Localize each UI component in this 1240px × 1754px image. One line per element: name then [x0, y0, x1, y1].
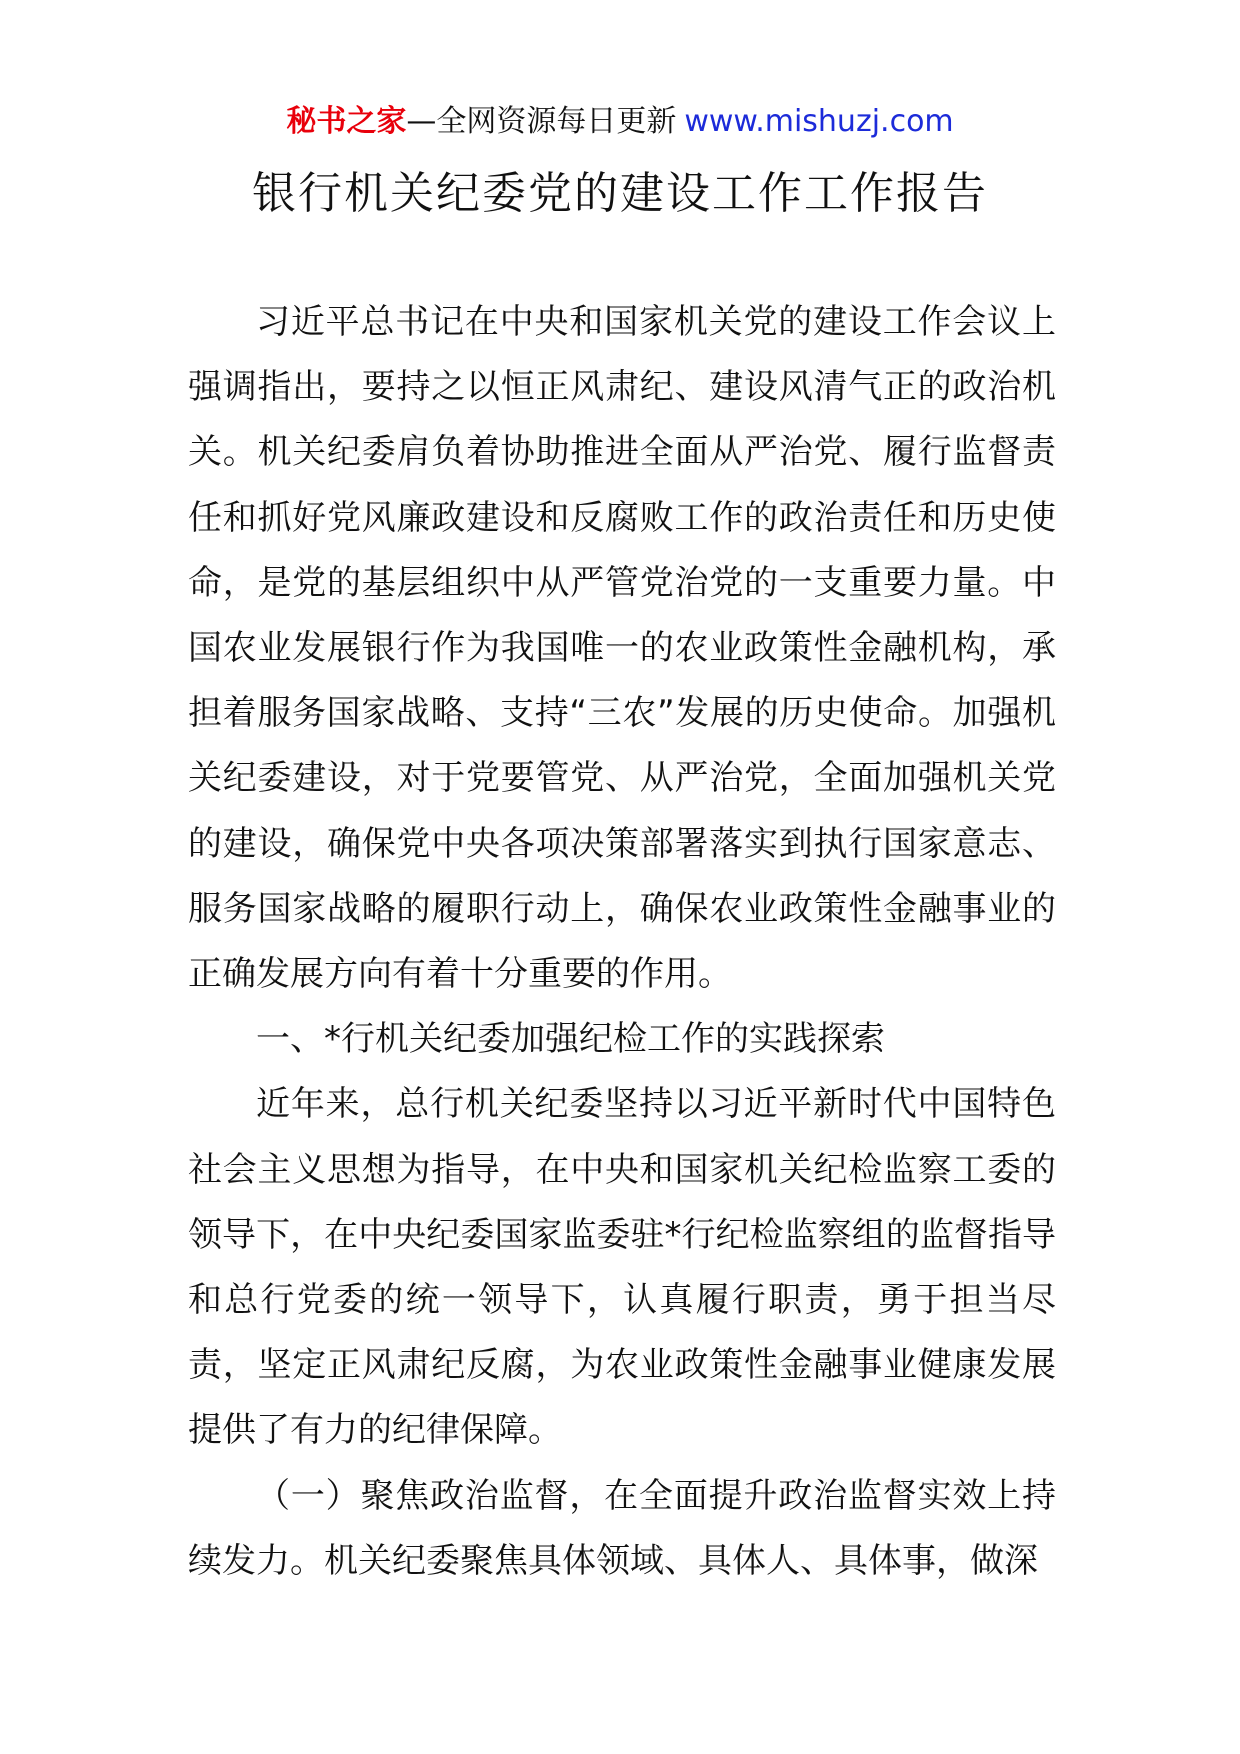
site-header [0, 100, 1240, 144]
document-title: 银行机关纪委党的建设工作工作报告 [252, 168, 988, 219]
paragraph-intro: 习近平总书记在中央和国家机关党的建设工作会议上强调指出，要持之以恒正风肃纪、建设风清气正的政治机关。机关纪委肩负着协助推进全面从严治党、履行监督责任和抓好党风廉政建设和反腐败工作的政治责任和历史使命，是党的基层组织中从严管党治党的一支重要力量。中国农业发展银行作为我国唯一的农业政策性金融机构，承担着服务国家战略、支持“三农”发展的历史使命。加强机关纪委建设，对于党要管党、从严治党，全面加强机关党的建设，确保党中央各项决策部署落实到执行国家意志、服务国家战略的履职行动上，确保农业政策性金融事业的正确发展方向有着十分重要的作用。 [188, 302, 1056, 995]
paragraph-recent-years: 近年来，总行机关纪委坚持以习近平新时代中国特色社会主义思想为指导，在中央和国家机关纪检监察工委的领导下，在中央纪委国家监委驻*行纪检监察组的监督指导和总行党委的统一领导下，认真履行职责，勇于担当尽责，坚定正风肃纪反腐，为农业政策性金融事业健康发展提供了有力的纪律保障。 [188, 1084, 1056, 1451]
brand-name: 秘书之家 [286, 104, 407, 139]
paragraph-political-supervision: （一）聚焦政治监督，在全面提升政治监督实效上持续发力。机关纪委聚焦具体领域、具体人、具体事，做深 [188, 1475, 1056, 1581]
header-tagline: —全网资源每日更新 [406, 104, 677, 139]
document-body [188, 290, 1056, 1594]
site-url-link[interactable]: www.mishuzj.com [684, 104, 954, 139]
section-heading: 一、*行机关纪委加强纪检工作的实践探索 [256, 1019, 885, 1060]
